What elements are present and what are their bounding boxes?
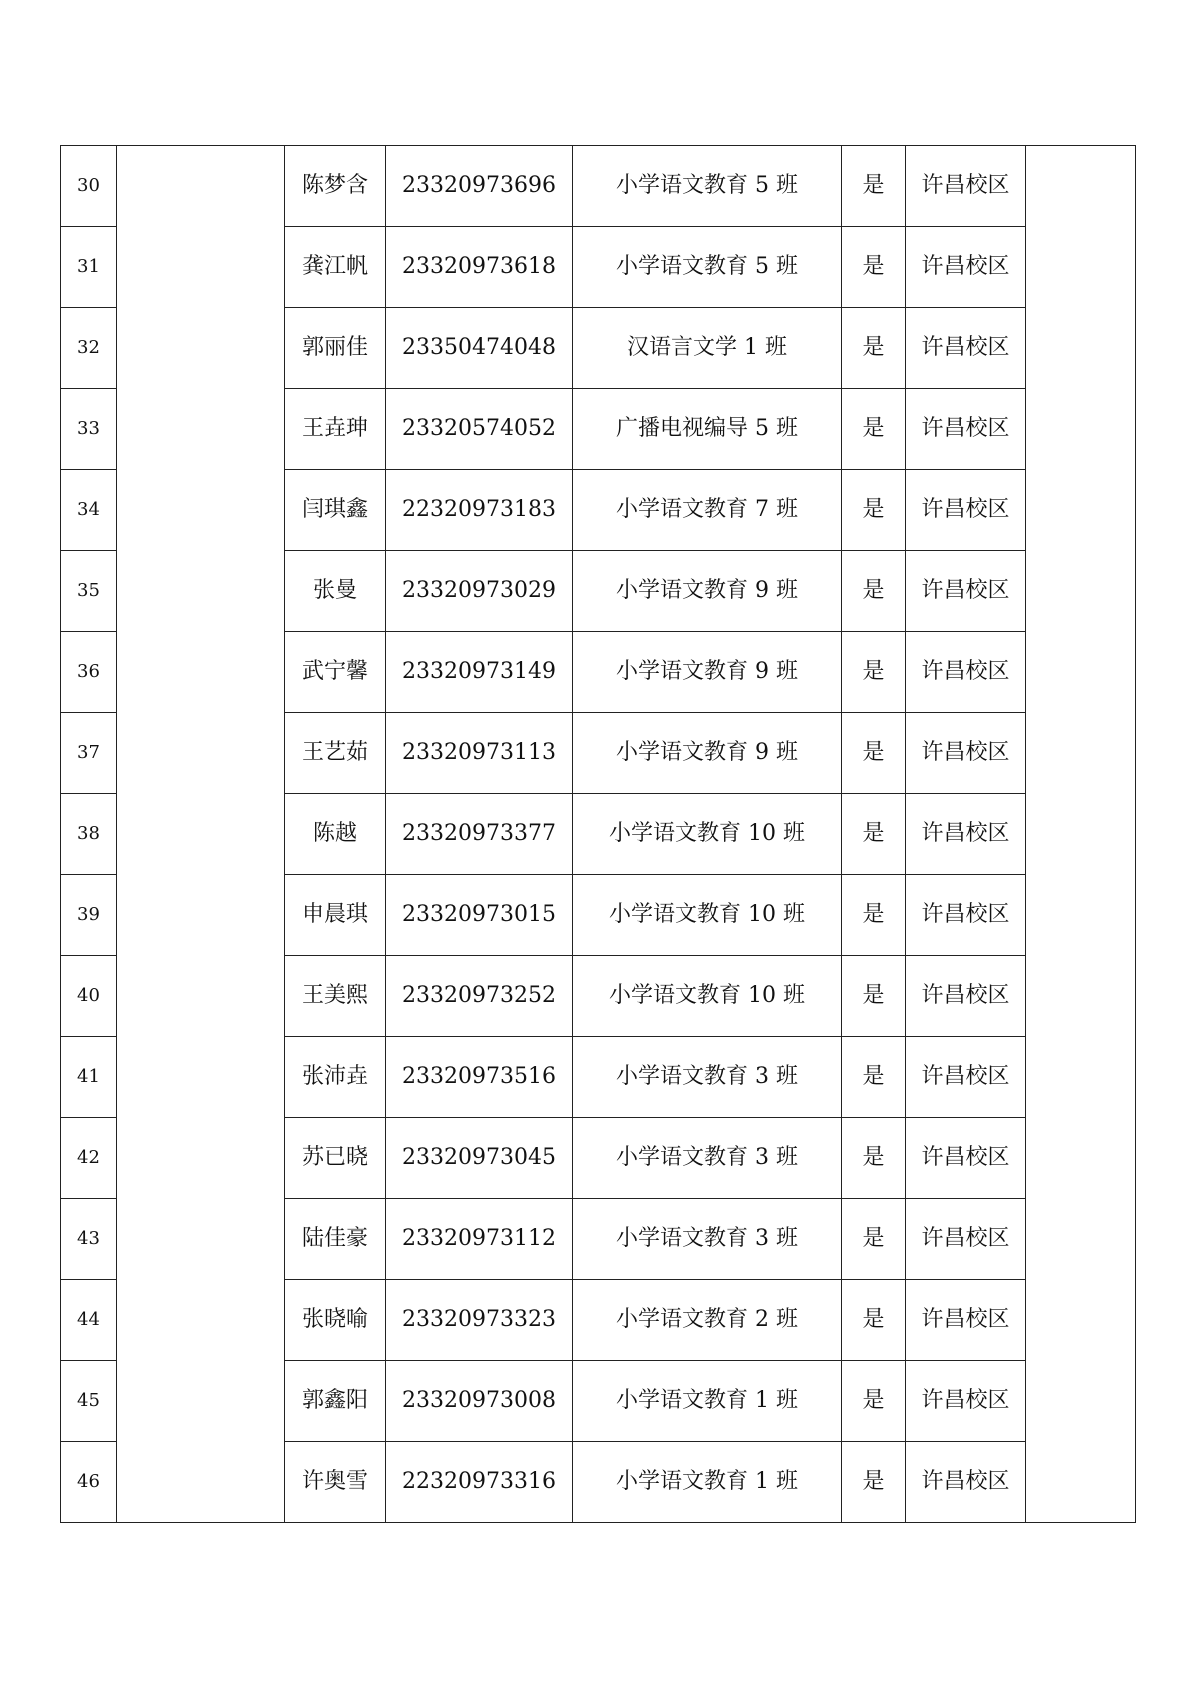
blank-cell — [1026, 794, 1136, 875]
blank-cell — [1026, 308, 1136, 389]
student-id-cell: 22320973183 — [386, 470, 573, 551]
table-row — [61, 1280, 1136, 1361]
class-cell: 小学语文教育 9 班 — [573, 632, 842, 713]
flag-cell: 是 — [842, 794, 906, 875]
student-name-cell: 王垚珅 — [285, 389, 386, 470]
row-number-cell: 46 — [61, 1442, 117, 1523]
table-row — [61, 1199, 1136, 1280]
table-row — [61, 713, 1136, 794]
flag-cell: 是 — [842, 146, 906, 227]
blank-cell — [117, 875, 285, 956]
blank-cell — [117, 794, 285, 875]
blank-cell — [1026, 1118, 1136, 1199]
campus-cell: 许昌校区 — [906, 1118, 1026, 1199]
student-id-cell: 23320973112 — [386, 1199, 573, 1280]
blank-cell — [117, 308, 285, 389]
campus-cell: 许昌校区 — [906, 1199, 1026, 1280]
blank-cell — [1026, 1442, 1136, 1523]
campus-cell: 许昌校区 — [906, 956, 1026, 1037]
student-name-cell: 王艺茹 — [285, 713, 386, 794]
blank-cell — [1026, 389, 1136, 470]
blank-cell — [117, 389, 285, 470]
blank-cell — [1026, 1199, 1136, 1280]
flag-cell: 是 — [842, 308, 906, 389]
class-cell: 小学语文教育 10 班 — [573, 956, 842, 1037]
flag-cell: 是 — [842, 389, 906, 470]
student-id-cell: 23320973323 — [386, 1280, 573, 1361]
class-cell: 广播电视编导 5 班 — [573, 389, 842, 470]
student-name-cell: 申晨琪 — [285, 875, 386, 956]
student-id-cell: 23320973029 — [386, 551, 573, 632]
row-number-cell: 38 — [61, 794, 117, 875]
flag-cell: 是 — [842, 227, 906, 308]
class-cell: 小学语文教育 5 班 — [573, 227, 842, 308]
student-name-cell: 张曼 — [285, 551, 386, 632]
campus-cell: 许昌校区 — [906, 1442, 1026, 1523]
student-id-cell: 23320973377 — [386, 794, 573, 875]
student-name-cell: 郭丽佳 — [285, 308, 386, 389]
class-cell: 小学语文教育 7 班 — [573, 470, 842, 551]
blank-cell — [117, 1037, 285, 1118]
blank-cell — [117, 632, 285, 713]
table-row — [61, 1037, 1136, 1118]
student-id-cell: 23320973149 — [386, 632, 573, 713]
row-number-cell: 37 — [61, 713, 117, 794]
student-name-cell: 武宁馨 — [285, 632, 386, 713]
student-name-cell: 王美熙 — [285, 956, 386, 1037]
blank-cell — [117, 1361, 285, 1442]
student-id-cell: 22320973316 — [386, 1442, 573, 1523]
blank-cell — [1026, 956, 1136, 1037]
student-id-cell: 23320973696 — [386, 146, 573, 227]
student-name-cell: 许奥雪 — [285, 1442, 386, 1523]
class-cell: 小学语文教育 5 班 — [573, 146, 842, 227]
flag-cell: 是 — [842, 632, 906, 713]
campus-cell: 许昌校区 — [906, 389, 1026, 470]
flag-cell: 是 — [842, 551, 906, 632]
row-number-cell: 33 — [61, 389, 117, 470]
student-name-cell: 苏已晓 — [285, 1118, 386, 1199]
blank-cell — [117, 1118, 285, 1199]
campus-cell: 许昌校区 — [906, 713, 1026, 794]
flag-cell: 是 — [842, 1280, 906, 1361]
blank-cell — [1026, 1361, 1136, 1442]
blank-cell — [117, 470, 285, 551]
student-name-cell: 张沛垚 — [285, 1037, 386, 1118]
row-number-cell: 30 — [61, 146, 117, 227]
class-cell: 汉语言文学 1 班 — [573, 308, 842, 389]
student-id-cell: 23320973252 — [386, 956, 573, 1037]
blank-cell — [117, 956, 285, 1037]
blank-cell — [117, 1199, 285, 1280]
row-number-cell: 31 — [61, 227, 117, 308]
student-id-cell: 23320973008 — [386, 1361, 573, 1442]
flag-cell: 是 — [842, 713, 906, 794]
blank-cell — [117, 227, 285, 308]
row-number-cell: 39 — [61, 875, 117, 956]
student-name-cell: 张晓喻 — [285, 1280, 386, 1361]
student-name-cell: 陈越 — [285, 794, 386, 875]
row-number-cell: 36 — [61, 632, 117, 713]
campus-cell: 许昌校区 — [906, 470, 1026, 551]
row-number-cell: 35 — [61, 551, 117, 632]
flag-cell: 是 — [842, 470, 906, 551]
campus-cell: 许昌校区 — [906, 1280, 1026, 1361]
flag-cell: 是 — [842, 875, 906, 956]
blank-cell — [1026, 227, 1136, 308]
campus-cell: 许昌校区 — [906, 551, 1026, 632]
table-row — [61, 794, 1136, 875]
campus-cell: 许昌校区 — [906, 146, 1026, 227]
student-roster-table — [60, 145, 1136, 1523]
campus-cell: 许昌校区 — [906, 794, 1026, 875]
table-row — [61, 146, 1136, 227]
student-id-cell: 23320574052 — [386, 389, 573, 470]
table-row — [61, 470, 1136, 551]
student-name-cell: 陆佳豪 — [285, 1199, 386, 1280]
flag-cell: 是 — [842, 1199, 906, 1280]
blank-cell — [117, 146, 285, 227]
blank-cell — [1026, 632, 1136, 713]
table-row — [61, 875, 1136, 956]
blank-cell — [1026, 551, 1136, 632]
row-number-cell: 43 — [61, 1199, 117, 1280]
class-cell: 小学语文教育 3 班 — [573, 1199, 842, 1280]
student-id-cell: 23320973015 — [386, 875, 573, 956]
class-cell: 小学语文教育 1 班 — [573, 1361, 842, 1442]
campus-cell: 许昌校区 — [906, 875, 1026, 956]
student-name-cell: 陈梦含 — [285, 146, 386, 227]
row-number-cell: 44 — [61, 1280, 117, 1361]
student-id-cell: 23320973045 — [386, 1118, 573, 1199]
flag-cell: 是 — [842, 956, 906, 1037]
class-cell: 小学语文教育 2 班 — [573, 1280, 842, 1361]
blank-cell — [1026, 470, 1136, 551]
student-id-cell: 23320973113 — [386, 713, 573, 794]
table-row — [61, 308, 1136, 389]
table-row — [61, 1118, 1136, 1199]
table-row — [61, 227, 1136, 308]
blank-cell — [117, 713, 285, 794]
row-number-cell: 45 — [61, 1361, 117, 1442]
blank-cell — [117, 1280, 285, 1361]
table-row — [61, 389, 1136, 470]
table-row — [61, 1361, 1136, 1442]
campus-cell: 许昌校区 — [906, 308, 1026, 389]
campus-cell: 许昌校区 — [906, 1037, 1026, 1118]
blank-cell — [1026, 713, 1136, 794]
row-number-cell: 42 — [61, 1118, 117, 1199]
blank-cell — [1026, 1037, 1136, 1118]
class-cell: 小学语文教育 9 班 — [573, 713, 842, 794]
row-number-cell: 32 — [61, 308, 117, 389]
class-cell: 小学语文教育 3 班 — [573, 1118, 842, 1199]
student-id-cell: 23320973618 — [386, 227, 573, 308]
class-cell: 小学语文教育 10 班 — [573, 875, 842, 956]
table-row — [61, 632, 1136, 713]
row-number-cell: 41 — [61, 1037, 117, 1118]
student-id-cell: 23320973516 — [386, 1037, 573, 1118]
table-row — [61, 956, 1136, 1037]
table-row — [61, 551, 1136, 632]
class-cell: 小学语文教育 10 班 — [573, 794, 842, 875]
campus-cell: 许昌校区 — [906, 632, 1026, 713]
flag-cell: 是 — [842, 1118, 906, 1199]
blank-cell — [1026, 146, 1136, 227]
row-number-cell: 40 — [61, 956, 117, 1037]
blank-cell — [117, 1442, 285, 1523]
student-name-cell: 郭鑫阳 — [285, 1361, 386, 1442]
blank-cell — [1026, 875, 1136, 956]
student-name-cell: 龚江帆 — [285, 227, 386, 308]
row-number-cell: 34 — [61, 470, 117, 551]
student-name-cell: 闫琪鑫 — [285, 470, 386, 551]
flag-cell: 是 — [842, 1361, 906, 1442]
flag-cell: 是 — [842, 1442, 906, 1523]
table-row — [61, 1442, 1136, 1523]
campus-cell: 许昌校区 — [906, 1361, 1026, 1442]
campus-cell: 许昌校区 — [906, 227, 1026, 308]
class-cell: 小学语文教育 3 班 — [573, 1037, 842, 1118]
flag-cell: 是 — [842, 1037, 906, 1118]
student-id-cell: 23350474048 — [386, 308, 573, 389]
blank-cell — [117, 551, 285, 632]
roster-body — [61, 146, 1136, 1523]
class-cell: 小学语文教育 1 班 — [573, 1442, 842, 1523]
blank-cell — [1026, 1280, 1136, 1361]
class-cell: 小学语文教育 9 班 — [573, 551, 842, 632]
